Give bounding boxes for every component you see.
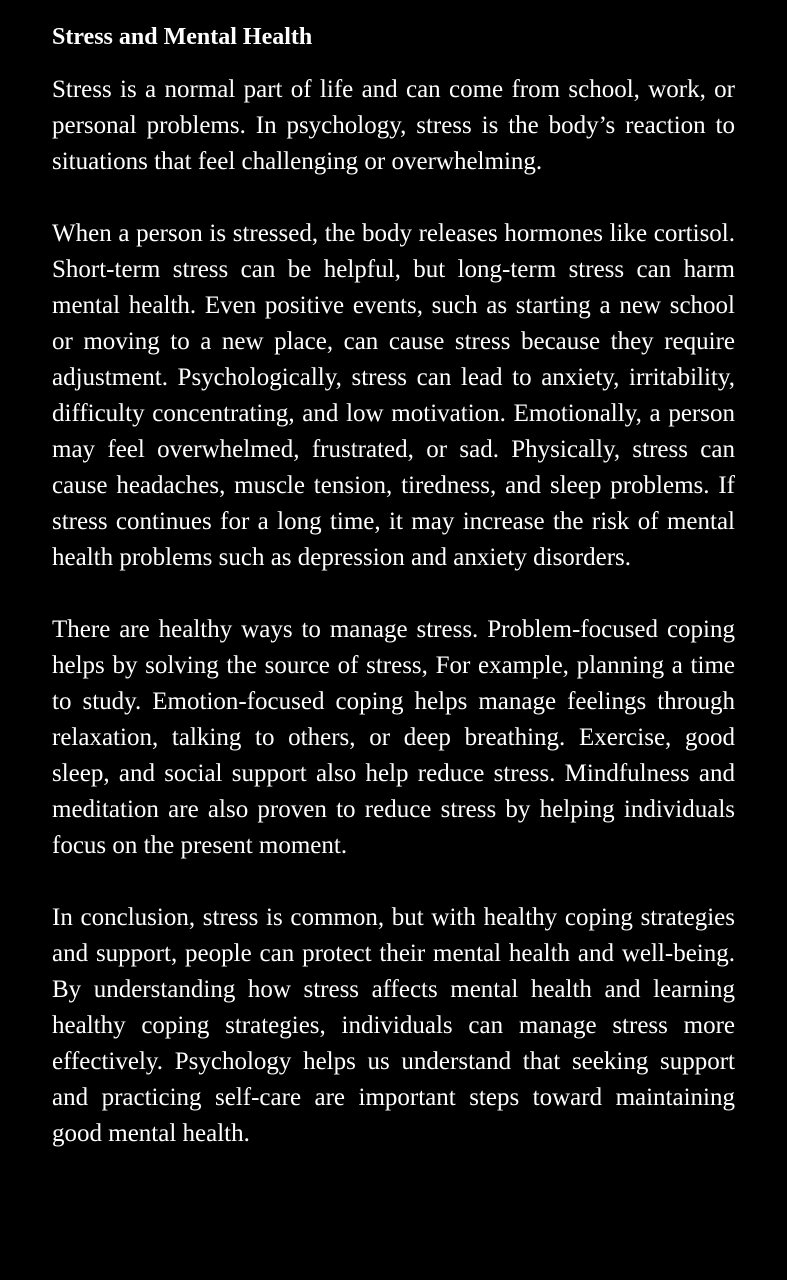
paragraph-intro: Stress is a normal part of life and can come from school, work, or personal problems. In psychology, stress is the body’s reaction to situations that feel challenging or overwhelming. xyxy=(52,76,735,175)
paragraph-effects: When a person is stressed, the body releases hormones like cortisol. Short-term stress can be helpful, but long-term stress can harm mental health. Even positive events, such as starting a new school or moving to a new place, can cause stress because they require adjustment. Psychologically, stress can lead to anxiety, irritability, difficulty concentrating, and low motivation. Emotionally, a person may feel overwhelmed, frustrated, or sad. Physically, stress can cause headaches, muscle tension, tiredness, and sleep problems. If stress continues for a long time, it may increase the risk of mental health problems such as depression and anxiety disorders. xyxy=(52,220,735,571)
document-title: Stress and Mental Health xyxy=(52,24,313,50)
paragraph-conclusion: In conclusion, stress is common, but with healthy coping strategies and support, people can protect their mental health and well-being. By understanding how stress affects mental health and learning healthy coping strategies, individuals can manage stress more effectively. Psychology helps us understand that seeking support and practicing self-care are important steps toward maintaining good mental health. xyxy=(52,904,735,1147)
paragraph-coping: There are healthy ways to manage stress. Problem-focused coping helps by solving the source of stress, For example, planning a time to study. Emotion-focused coping helps manage feelings through relaxation, talking to others, or deep breathing. Exercise, good sleep, and social support also help reduce stress. Mindfulness and meditation are also proven to reduce stress by helping individuals focus on the present moment. xyxy=(52,616,735,859)
